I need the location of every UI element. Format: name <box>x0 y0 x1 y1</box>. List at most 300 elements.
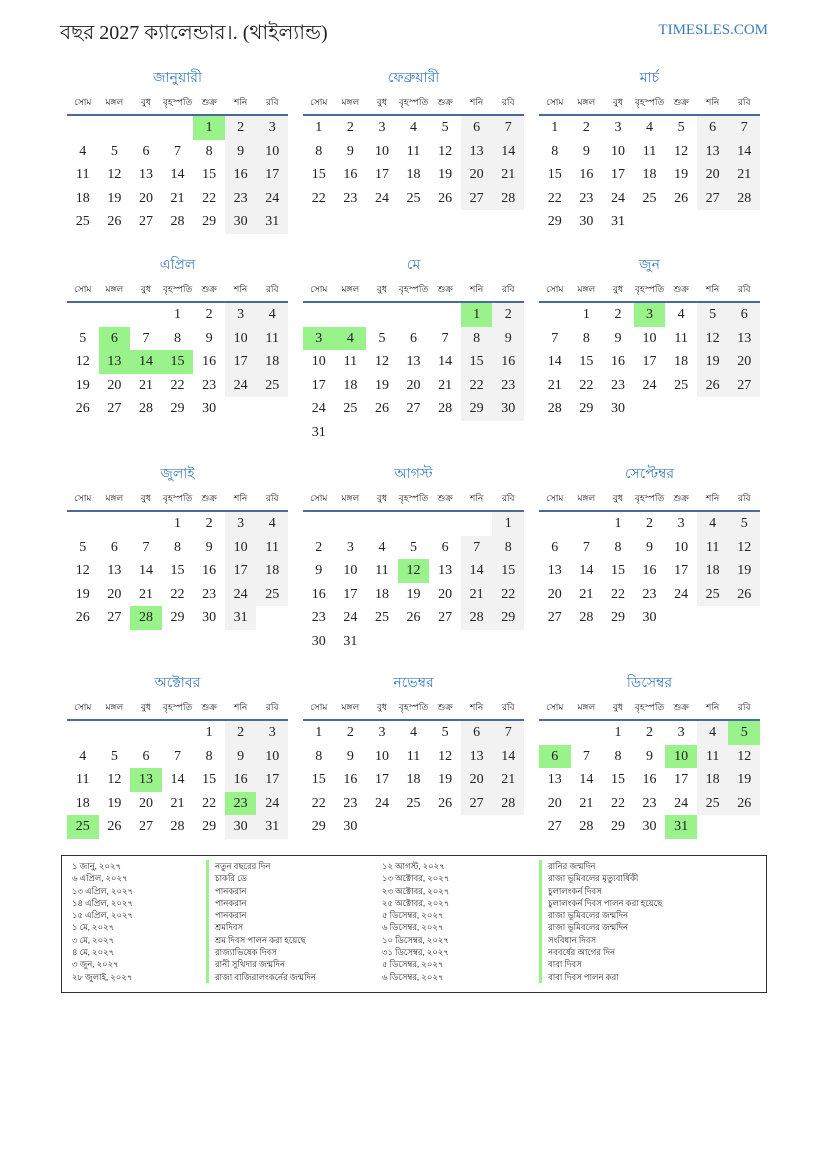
day-cell[interactable]: 2 <box>225 721 257 745</box>
day-cell[interactable]: 28 <box>130 606 162 630</box>
day-cell[interactable]: 26 <box>728 792 760 816</box>
day-cell[interactable]: 8 <box>582 330 590 346</box>
day-cell[interactable]: 12 <box>75 354 90 369</box>
day-cell[interactable]: 22 <box>547 190 562 206</box>
day-cell[interactable]: 16 <box>610 354 625 369</box>
day-cell[interactable]: 5 <box>697 303 729 327</box>
day-cell[interactable]: 20 <box>107 377 122 393</box>
day-cell[interactable]: 17 <box>343 586 358 602</box>
day-cell[interactable]: 29 <box>202 819 217 834</box>
day-cell[interactable]: 31 <box>343 633 358 649</box>
day-cell[interactable]: 28 <box>579 819 594 834</box>
day-cell[interactable]: 25 <box>642 190 657 206</box>
day-cell[interactable]: 30 <box>225 210 257 234</box>
day-cell[interactable]: 26 <box>107 819 122 834</box>
day-cell[interactable]: 10 <box>642 330 657 346</box>
day-cell[interactable]: 26 <box>75 610 90 625</box>
day-cell[interactable]: 21 <box>138 377 153 393</box>
day-cell[interactable]: 25 <box>67 815 99 839</box>
day-cell[interactable]: 22 <box>202 190 217 206</box>
day-cell[interactable]: 30 <box>202 401 217 416</box>
day-cell[interactable]: 25 <box>256 374 288 398</box>
day-cell[interactable]: 12 <box>438 748 453 764</box>
day-cell[interactable]: 12 <box>728 536 760 560</box>
day-cell[interactable]: 16 <box>579 167 594 182</box>
day-cell[interactable]: 31 <box>610 214 625 229</box>
day-cell[interactable]: 17 <box>674 563 689 578</box>
day-cell[interactable]: 27 <box>138 819 153 834</box>
day-cell[interactable]: 24 <box>311 401 326 416</box>
day-cell[interactable]: 5 <box>79 539 87 555</box>
day-cell[interactable]: 27 <box>547 819 562 834</box>
day-cell[interactable]: 6 <box>728 303 760 327</box>
day-cell[interactable]: 18 <box>256 559 288 583</box>
day-cell[interactable]: 9 <box>346 748 354 764</box>
day-cell[interactable]: 9 <box>582 143 590 159</box>
day-cell[interactable]: 12 <box>728 745 760 769</box>
day-cell[interactable]: 17 <box>256 163 288 187</box>
day-cell[interactable]: 27 <box>406 401 421 416</box>
day-cell[interactable]: 24 <box>642 377 657 393</box>
day-cell[interactable]: 18 <box>343 377 358 393</box>
day-cell[interactable]: 8 <box>315 143 323 159</box>
day-cell[interactable]: 11 <box>697 745 729 769</box>
day-cell[interactable]: 18 <box>697 559 729 583</box>
day-cell[interactable]: 17 <box>642 354 657 369</box>
day-cell[interactable]: 22 <box>170 377 185 393</box>
day-cell[interactable]: 21 <box>579 795 594 811</box>
day-cell[interactable]: 25 <box>674 377 689 393</box>
day-cell[interactable]: 3 <box>303 327 335 351</box>
day-cell[interactable]: 23 <box>343 190 358 206</box>
day-cell[interactable]: 20 <box>728 350 760 374</box>
day-cell[interactable]: 28 <box>170 819 185 834</box>
day-cell[interactable]: 20 <box>438 586 453 602</box>
day-cell[interactable]: 1 <box>614 516 622 531</box>
day-cell[interactable]: 10 <box>374 143 389 159</box>
day-cell[interactable]: 15 <box>311 167 326 182</box>
day-cell[interactable]: 4 <box>256 512 288 536</box>
day-cell[interactable]: 12 <box>674 143 689 159</box>
day-cell[interactable]: 6 <box>142 143 150 159</box>
day-cell[interactable]: 12 <box>107 167 122 182</box>
day-cell[interactable]: 14 <box>170 772 185 787</box>
day-cell[interactable]: 8 <box>205 748 213 764</box>
day-cell[interactable]: 26 <box>697 374 729 398</box>
day-cell[interactable]: 15 <box>610 772 625 787</box>
day-cell[interactable]: 17 <box>374 772 389 787</box>
day-cell[interactable]: 11 <box>375 563 389 578</box>
day-cell[interactable]: 24 <box>374 190 389 206</box>
day-cell[interactable]: 6 <box>461 116 493 140</box>
day-cell[interactable]: 2 <box>346 725 354 740</box>
day-cell[interactable]: 10 <box>674 539 689 555</box>
day-cell[interactable]: 12 <box>107 772 122 787</box>
day-cell[interactable]: 14 <box>438 354 453 369</box>
day-cell[interactable]: 29 <box>170 401 185 416</box>
day-cell[interactable]: 23 <box>579 190 594 206</box>
day-cell[interactable]: 21 <box>492 163 524 187</box>
day-cell[interactable]: 15 <box>202 167 217 182</box>
day-cell[interactable]: 18 <box>374 586 389 602</box>
day-cell[interactable]: 11 <box>256 327 288 351</box>
day-cell[interactable]: 9 <box>492 327 524 351</box>
day-cell[interactable]: 2 <box>614 307 622 322</box>
day-cell[interactable]: 5 <box>728 721 760 745</box>
day-cell[interactable]: 6 <box>697 116 729 140</box>
day-cell[interactable]: 30 <box>311 633 326 649</box>
day-cell[interactable]: 15 <box>170 563 185 578</box>
day-cell[interactable]: 28 <box>438 401 453 416</box>
day-cell[interactable]: 21 <box>547 377 562 393</box>
day-cell[interactable]: 4 <box>79 143 87 159</box>
day-cell[interactable]: 16 <box>311 586 326 602</box>
day-cell[interactable]: 16 <box>642 772 657 787</box>
day-cell[interactable]: 20 <box>138 190 153 206</box>
day-cell[interactable]: 11 <box>642 143 657 159</box>
day-cell[interactable]: 7 <box>551 330 559 346</box>
day-cell[interactable]: 14 <box>547 354 562 369</box>
day-cell[interactable]: 27 <box>438 610 453 625</box>
day-cell[interactable]: 10 <box>311 354 326 369</box>
day-cell[interactable]: 18 <box>674 354 689 369</box>
day-cell[interactable]: 4 <box>697 512 729 536</box>
day-cell[interactable]: 14 <box>492 140 524 164</box>
day-cell[interactable]: 20 <box>138 795 153 811</box>
day-cell[interactable]: 23 <box>610 377 625 393</box>
day-cell[interactable]: 8 <box>174 539 182 555</box>
day-cell[interactable]: 29 <box>202 214 217 229</box>
day-cell[interactable]: 6 <box>551 539 559 555</box>
day-cell[interactable]: 9 <box>205 539 213 555</box>
day-cell[interactable]: 7 <box>174 748 182 764</box>
day-cell[interactable]: 5 <box>110 143 118 159</box>
day-cell[interactable]: 19 <box>728 559 760 583</box>
day-cell[interactable]: 11 <box>406 748 421 764</box>
day-cell[interactable]: 9 <box>646 748 654 764</box>
day-cell[interactable]: 17 <box>374 167 389 182</box>
day-cell[interactable]: 10 <box>343 563 358 578</box>
day-cell[interactable]: 18 <box>75 190 90 206</box>
day-cell[interactable]: 12 <box>75 563 90 578</box>
day-cell[interactable]: 21 <box>461 583 493 607</box>
day-cell[interactable]: 16 <box>343 167 358 182</box>
day-cell[interactable]: 28 <box>492 187 524 211</box>
day-cell[interactable]: 28 <box>138 401 153 416</box>
day-cell[interactable]: 26 <box>728 583 760 607</box>
day-cell[interactable]: 31 <box>225 606 257 630</box>
day-cell[interactable]: 26 <box>75 401 90 416</box>
day-cell[interactable]: 20 <box>406 377 421 393</box>
day-cell[interactable]: 16 <box>225 163 257 187</box>
day-cell[interactable]: 1 <box>582 307 590 322</box>
day-cell[interactable]: 15 <box>202 772 217 787</box>
day-cell[interactable]: 13 <box>99 350 131 374</box>
day-cell[interactable]: 10 <box>256 140 288 164</box>
day-cell[interactable]: 27 <box>728 374 760 398</box>
day-cell[interactable]: 29 <box>492 606 524 630</box>
brand-link[interactable]: TIMESLES.COM <box>658 22 768 38</box>
day-cell[interactable]: 16 <box>202 563 217 578</box>
day-cell[interactable]: 13 <box>461 140 493 164</box>
day-cell[interactable]: 6 <box>539 745 571 769</box>
day-cell[interactable]: 27 <box>107 610 122 625</box>
day-cell[interactable]: 22 <box>202 795 217 811</box>
day-cell[interactable]: 2 <box>646 725 654 740</box>
day-cell[interactable]: 1 <box>551 120 559 135</box>
day-cell[interactable]: 17 <box>674 772 689 787</box>
day-cell[interactable]: 21 <box>728 163 760 187</box>
day-cell[interactable]: 3 <box>677 516 685 531</box>
day-cell[interactable]: 7 <box>582 748 590 764</box>
day-cell[interactable]: 3 <box>256 721 288 745</box>
day-cell[interactable]: 1 <box>174 516 182 531</box>
day-cell[interactable]: 22 <box>311 795 326 811</box>
day-cell[interactable]: 23 <box>225 187 257 211</box>
day-cell[interactable]: 13 <box>697 140 729 164</box>
day-cell[interactable]: 19 <box>374 377 389 393</box>
day-cell[interactable]: 3 <box>614 120 622 135</box>
day-cell[interactable]: 28 <box>170 214 185 229</box>
day-cell[interactable]: 9 <box>646 539 654 555</box>
day-cell[interactable]: 14 <box>728 140 760 164</box>
day-cell[interactable]: 4 <box>697 721 729 745</box>
day-cell[interactable]: 8 <box>492 536 524 560</box>
day-cell[interactable]: 13 <box>728 327 760 351</box>
day-cell[interactable]: 19 <box>438 772 453 787</box>
day-cell[interactable]: 29 <box>461 397 493 421</box>
day-cell[interactable]: 19 <box>406 586 421 602</box>
day-cell[interactable]: 29 <box>610 610 625 625</box>
day-cell[interactable]: 31 <box>256 210 288 234</box>
day-cell[interactable]: 28 <box>728 187 760 211</box>
day-cell[interactable]: 7 <box>492 116 524 140</box>
day-cell[interactable]: 15 <box>492 559 524 583</box>
day-cell[interactable]: 6 <box>142 748 150 764</box>
day-cell[interactable]: 20 <box>107 586 122 602</box>
day-cell[interactable]: 16 <box>492 350 524 374</box>
day-cell[interactable]: 31 <box>665 815 697 839</box>
day-cell[interactable]: 5 <box>110 748 118 764</box>
day-cell[interactable]: 18 <box>75 795 90 811</box>
day-cell[interactable]: 13 <box>547 772 562 787</box>
day-cell[interactable]: 19 <box>728 768 760 792</box>
day-cell[interactable]: 14 <box>492 745 524 769</box>
day-cell[interactable]: 19 <box>674 167 689 182</box>
day-cell[interactable]: 29 <box>170 610 185 625</box>
day-cell[interactable]: 28 <box>492 792 524 816</box>
day-cell[interactable]: 17 <box>225 350 257 374</box>
day-cell[interactable]: 25 <box>374 610 389 625</box>
day-cell[interactable]: 30 <box>610 401 625 416</box>
day-cell[interactable]: 24 <box>610 190 625 206</box>
day-cell[interactable]: 26 <box>438 190 453 206</box>
day-cell[interactable]: 24 <box>374 795 389 811</box>
day-cell[interactable]: 25 <box>697 792 729 816</box>
day-cell[interactable]: 3 <box>256 116 288 140</box>
day-cell[interactable]: 24 <box>256 792 288 816</box>
day-cell[interactable]: 9 <box>225 140 257 164</box>
day-cell[interactable]: 26 <box>406 610 421 625</box>
day-cell[interactable]: 4 <box>646 120 654 135</box>
day-cell[interactable]: 1 <box>492 512 524 536</box>
day-cell[interactable]: 12 <box>438 143 453 159</box>
day-cell[interactable]: 17 <box>256 768 288 792</box>
day-cell[interactable]: 27 <box>461 792 493 816</box>
day-cell[interactable]: 5 <box>441 120 449 135</box>
day-cell[interactable]: 15 <box>461 350 493 374</box>
day-cell[interactable]: 13 <box>438 563 453 578</box>
day-cell[interactable]: 7 <box>142 539 150 555</box>
day-cell[interactable]: 13 <box>461 745 493 769</box>
day-cell[interactable]: 27 <box>697 187 729 211</box>
day-cell[interactable]: 30 <box>225 815 257 839</box>
day-cell[interactable]: 18 <box>642 167 657 182</box>
day-cell[interactable]: 7 <box>582 539 590 555</box>
day-cell[interactable]: 19 <box>75 586 90 602</box>
day-cell[interactable]: 1 <box>193 116 225 140</box>
day-cell[interactable]: 21 <box>170 190 185 206</box>
day-cell[interactable]: 19 <box>75 377 90 393</box>
day-cell[interactable]: 11 <box>76 167 90 182</box>
day-cell[interactable]: 4 <box>677 307 685 322</box>
day-cell[interactable]: 7 <box>142 330 150 346</box>
day-cell[interactable]: 8 <box>614 748 622 764</box>
day-cell[interactable]: 20 <box>461 768 493 792</box>
day-cell[interactable]: 4 <box>410 120 418 135</box>
day-cell[interactable]: 10 <box>225 536 257 560</box>
day-cell[interactable]: 7 <box>492 721 524 745</box>
day-cell[interactable]: 24 <box>256 187 288 211</box>
day-cell[interactable]: 5 <box>79 330 87 346</box>
day-cell[interactable]: 16 <box>642 563 657 578</box>
day-cell[interactable]: 21 <box>438 377 453 393</box>
day-cell[interactable]: 29 <box>579 401 594 416</box>
day-cell[interactable]: 10 <box>374 748 389 764</box>
day-cell[interactable]: 20 <box>547 795 562 811</box>
day-cell[interactable]: 6 <box>110 539 118 555</box>
day-cell[interactable]: 25 <box>256 583 288 607</box>
day-cell[interactable]: 2 <box>225 116 257 140</box>
day-cell[interactable]: 6 <box>410 330 418 346</box>
day-cell[interactable]: 26 <box>674 190 689 206</box>
day-cell[interactable]: 2 <box>205 307 213 322</box>
day-cell[interactable]: 3 <box>677 725 685 740</box>
day-cell[interactable]: 5 <box>728 512 760 536</box>
day-cell[interactable]: 14 <box>170 167 185 182</box>
day-cell[interactable]: 3 <box>225 303 257 327</box>
day-cell[interactable]: 4 <box>378 539 386 555</box>
day-cell[interactable]: 20 <box>697 163 729 187</box>
day-cell[interactable]: 24 <box>225 583 257 607</box>
day-cell[interactable]: 2 <box>492 303 524 327</box>
day-cell[interactable]: 22 <box>461 374 493 398</box>
day-cell[interactable]: 12 <box>398 559 430 583</box>
day-cell[interactable]: 13 <box>138 167 153 182</box>
day-cell[interactable]: 15 <box>579 354 594 369</box>
day-cell[interactable]: 21 <box>138 586 153 602</box>
day-cell[interactable]: 20 <box>461 163 493 187</box>
day-cell[interactable]: 8 <box>205 143 213 159</box>
day-cell[interactable]: 14 <box>138 563 153 578</box>
day-cell[interactable]: 1 <box>315 120 323 135</box>
day-cell[interactable]: 28 <box>579 610 594 625</box>
day-cell[interactable]: 26 <box>438 795 453 811</box>
day-cell[interactable]: 14 <box>461 559 493 583</box>
day-cell[interactable]: 27 <box>461 187 493 211</box>
day-cell[interactable]: 23 <box>311 610 326 625</box>
day-cell[interactable]: 18 <box>256 350 288 374</box>
day-cell[interactable]: 30 <box>579 214 594 229</box>
day-cell[interactable]: 13 <box>130 768 162 792</box>
day-cell[interactable]: 10 <box>665 745 697 769</box>
day-cell[interactable]: 4 <box>79 748 87 764</box>
day-cell[interactable]: 22 <box>579 377 594 393</box>
day-cell[interactable]: 14 <box>579 563 594 578</box>
day-cell[interactable]: 10 <box>225 327 257 351</box>
day-cell[interactable]: 25 <box>406 190 421 206</box>
day-cell[interactable]: 27 <box>138 214 153 229</box>
day-cell[interactable]: 11 <box>674 330 688 346</box>
day-cell[interactable]: 11 <box>76 772 90 787</box>
day-cell[interactable]: 2 <box>582 120 590 135</box>
day-cell[interactable]: 28 <box>461 606 493 630</box>
day-cell[interactable]: 14 <box>579 772 594 787</box>
day-cell[interactable]: 23 <box>343 795 358 811</box>
day-cell[interactable]: 22 <box>170 586 185 602</box>
day-cell[interactable]: 13 <box>547 563 562 578</box>
day-cell[interactable]: 23 <box>202 377 217 393</box>
day-cell[interactable]: 9 <box>225 745 257 769</box>
day-cell[interactable]: 8 <box>315 748 323 764</box>
day-cell[interactable]: 18 <box>406 772 421 787</box>
day-cell[interactable]: 21 <box>492 768 524 792</box>
day-cell[interactable]: 10 <box>256 745 288 769</box>
day-cell[interactable]: 24 <box>674 795 689 811</box>
day-cell[interactable]: 13 <box>406 354 421 369</box>
day-cell[interactable]: 30 <box>492 397 524 421</box>
day-cell[interactable]: 11 <box>697 536 729 560</box>
day-cell[interactable]: 22 <box>492 583 524 607</box>
day-cell[interactable]: 11 <box>256 536 288 560</box>
day-cell[interactable]: 17 <box>311 377 326 393</box>
day-cell[interactable]: 2 <box>646 516 654 531</box>
day-cell[interactable]: 29 <box>311 819 326 834</box>
day-cell[interactable]: 22 <box>610 795 625 811</box>
day-cell[interactable]: 27 <box>547 610 562 625</box>
day-cell[interactable]: 16 <box>202 354 217 369</box>
day-cell[interactable]: 26 <box>107 214 122 229</box>
day-cell[interactable]: 6 <box>461 721 493 745</box>
day-cell[interactable]: 28 <box>547 401 562 416</box>
day-cell[interactable]: 15 <box>162 350 194 374</box>
day-cell[interactable]: 18 <box>406 167 421 182</box>
day-cell[interactable]: 9 <box>346 143 354 159</box>
day-cell[interactable]: 25 <box>343 401 358 416</box>
day-cell[interactable]: 6 <box>99 327 131 351</box>
day-cell[interactable]: 7 <box>174 143 182 159</box>
day-cell[interactable]: 23 <box>225 792 257 816</box>
day-cell[interactable]: 19 <box>438 167 453 182</box>
day-cell[interactable]: 30 <box>642 819 657 834</box>
day-cell[interactable]: 23 <box>642 795 657 811</box>
day-cell[interactable]: 2 <box>315 539 323 555</box>
day-cell[interactable]: 11 <box>406 143 421 159</box>
day-cell[interactable]: 11 <box>343 354 358 369</box>
day-cell[interactable]: 24 <box>674 586 689 602</box>
day-cell[interactable]: 16 <box>343 772 358 787</box>
day-cell[interactable]: 19 <box>107 190 122 206</box>
